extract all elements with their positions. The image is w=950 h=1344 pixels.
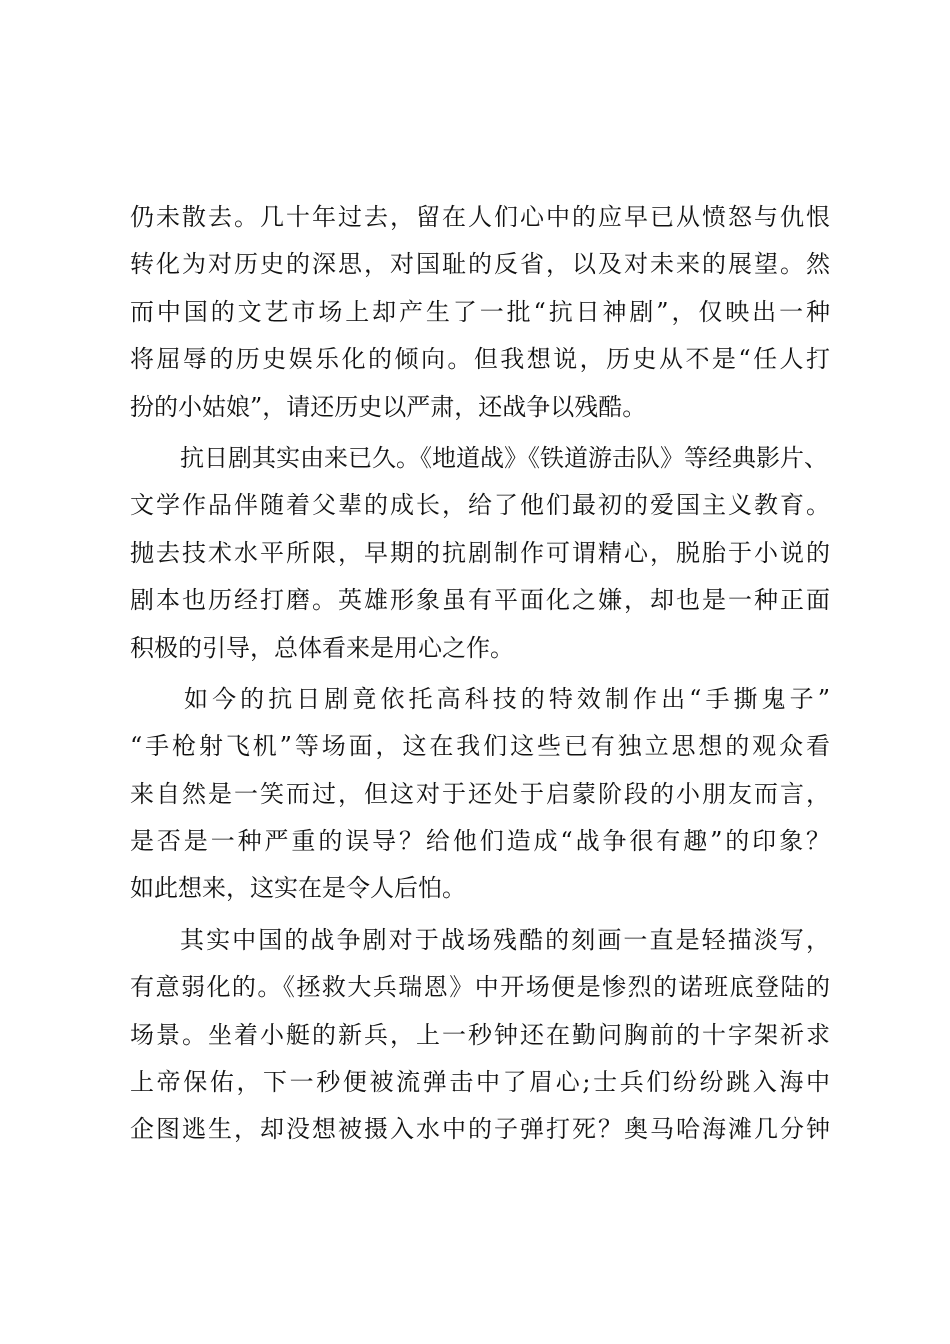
paragraph-2 — [130, 435, 830, 672]
text-line: 上帝保佑，下一秒便被流弹击中了眉心;士兵们纷纷跳入海中 — [130, 1068, 830, 1097]
text-line: 场景。坐着小艇的新兵，上一秒钟还在勤问胸前的十字架祈求 — [130, 1020, 830, 1049]
text-line: 如此想来，这实在是令人后怕。 — [130, 874, 466, 903]
text-line: 将屈辱的历史娱乐化的倾向。但我想说，历史从不是“任人打 — [130, 345, 830, 374]
text-line: 而中国的文艺市场上却产生了一批“抗日神剧”，仅映出一种 — [130, 297, 830, 326]
text-line: 抗日剧其实由来已久。《地道战》《铁道游击队》等经典影片、 — [180, 443, 828, 472]
text-line: 其实中国的战争剧对于战场残酷的刻画一直是轻描淡写， — [180, 925, 830, 954]
text-line: 来自然是一笑而过，但这对于还处于启蒙阶段的小朋友而言， — [130, 779, 830, 808]
text-line: 是否是一种严重的误导？给他们造成“战争很有趣”的印象？ — [130, 827, 830, 856]
paragraph-1 — [130, 194, 830, 431]
paragraph-3 — [130, 676, 830, 913]
text-line: 转化为对历史的深思，对国耻的反省，以及对未来的展望。然 — [130, 250, 830, 279]
text-line: 文学作品伴随着父辈的成长，给了他们最初的爱国主义教育。 — [130, 491, 830, 520]
text-line: “手枪射飞机”等场面，这在我们这些已有独立思想的观众看 — [130, 732, 830, 761]
text-line: 积极的引导，总体看来是用心之作。 — [130, 633, 514, 662]
text-line: 如今的抗日剧竟依托高科技的特效制作出“手撕鬼子” — [184, 684, 830, 713]
text-line: 仍未散去。几十年过去，留在人们心中的应早已从愤怒与仇恨 — [130, 203, 830, 231]
paragraph-4 — [130, 917, 830, 1154]
text-line: 有意弱化的。《拯救大兵瑞恩》中开场便是惨烈的诺班底登陆的 — [130, 973, 830, 1002]
text-line: 剧本也历经打磨。英雄形象虽有平面化之嫌，却也是一种正面 — [130, 586, 830, 615]
text-line: 企图逃生，却没想被摄入水中的子弹打死？奥马哈海滩几分钟 — [130, 1115, 830, 1144]
article-body — [130, 194, 830, 1154]
text-line: 抛去技术水平所限，早期的抗剧制作可谓精心，脱胎于小说的 — [130, 538, 830, 567]
text-line: 扮的小姑娘”，请还历史以严肃，还战争以残酷。 — [130, 392, 647, 421]
